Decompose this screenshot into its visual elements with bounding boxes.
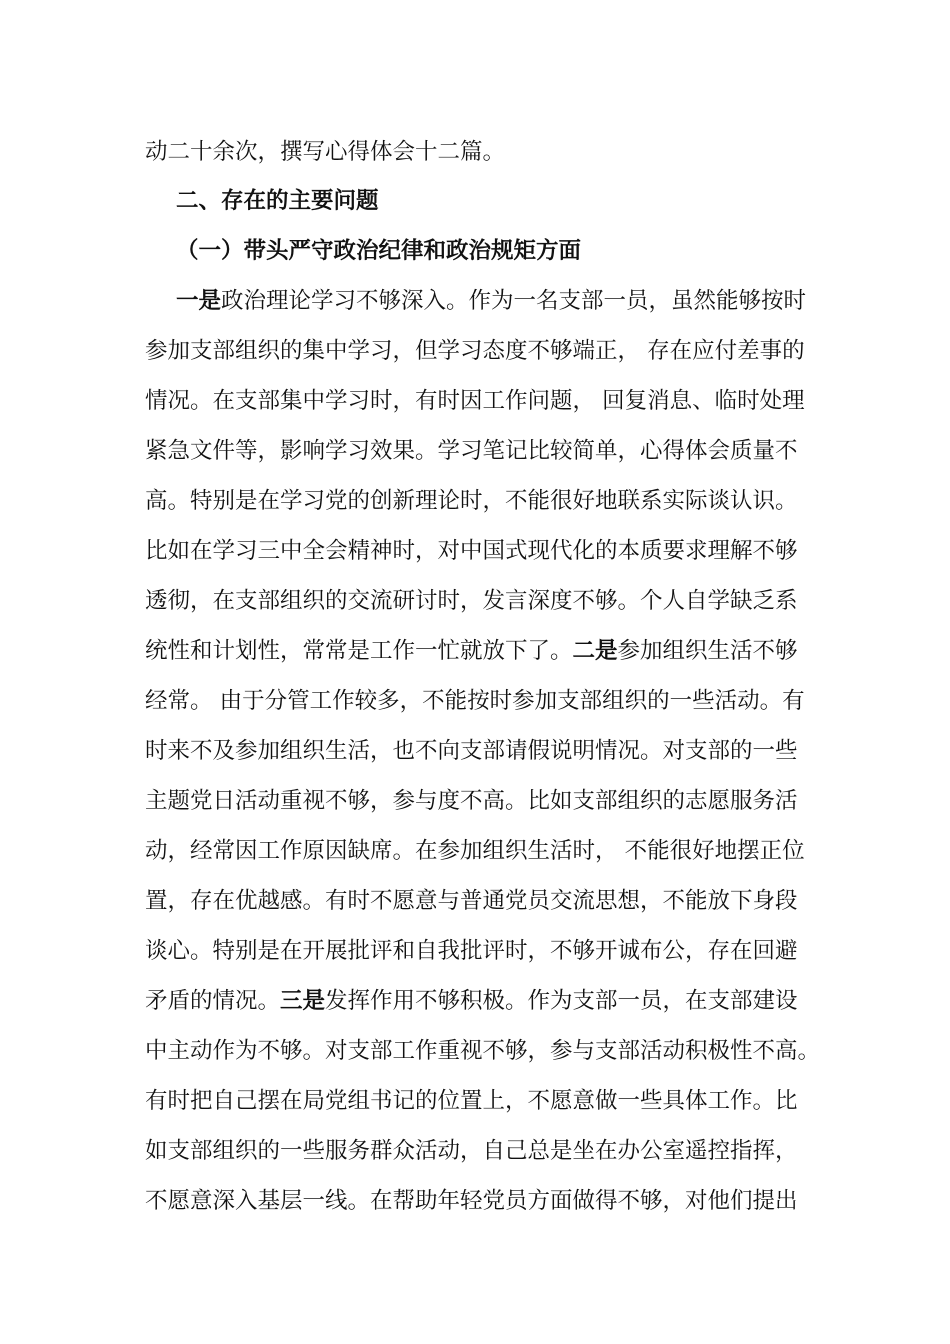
body-text-line: 中主动作为不够。对支部工作重视不够，参与支部活动积极性不高。 (145, 1038, 821, 1064)
emphasis-lead: 三是 (280, 988, 326, 1014)
body-text-line: 置，存在优越感。有时不愿意与普通党员交流思想，不能放下身段 (145, 888, 798, 914)
body-text-line: 时来不及参加组织生活，也不向支部请假说明情况。对支部的一些 (145, 738, 798, 764)
subsection-heading: （一）带头严守政治纪律和政治规矩方面 (176, 238, 582, 264)
body-text-line: 高。特别是在学习党的创新理论时，不能很好地联系实际谈认识。 (145, 488, 798, 514)
body-text-line: 经常。 由于分管工作较多，不能按时参加支部组织的一些活动。有 (145, 688, 805, 714)
body-text-line: 谈心。特别是在开展批评和自我批评时，不够开诚布公，存在回避 (145, 938, 798, 964)
body-text: 发挥作用不够积极。作为支部一员，在支部建设 (325, 988, 798, 1014)
body-text: 参加组织生活不够 (617, 638, 798, 664)
body-text-line: 透彻，在支部组织的交流研讨时，发言深度不够。个人自学缺乏系 (145, 588, 798, 614)
body-text-line: 紧急文件等，影响学习效果。学习笔记比较简单，心得体会质量不 (145, 438, 798, 464)
body-text-line: 如支部组织的一些服务群众活动，自己总是坐在办公室遥控指挥， (145, 1138, 798, 1164)
body-text-line: 主题党日活动重视不够，参与度不高。比如支部组织的志愿服务活 (145, 788, 798, 814)
body-text-line: 比如在学习三中全会精神时，对中国式现代化的本质要求理解不够 (145, 538, 798, 564)
body-text-line: 情况。在支部集中学习时，有时因工作问题， 回复消息、临时处理 (145, 388, 805, 414)
body-text-line: 动，经常因工作原因缺席。在参加组织生活时， 不能很好地摆正位 (145, 838, 805, 864)
body-text-line (145, 636, 798, 666)
body-text-line: 参加支部组织的集中学习，但学习态度不够端正， 存在应付差事的 (145, 338, 805, 364)
emphasis-lead: 一是 (176, 288, 222, 314)
body-text: 政治理论学习不够深入。作为一名支部一员，虽然能够按时 (221, 288, 807, 314)
body-text-line: 动二十余次，撰写心得体会十二篇。 (145, 139, 506, 165)
section-heading: 二、存在的主要问题 (176, 188, 379, 214)
body-text-line (145, 986, 798, 1016)
emphasis-lead: 二是 (572, 638, 618, 664)
body-text: 统性和计划性，常常是工作一忙就放下了。 (145, 638, 573, 664)
body-text-line: 不愿意深入基层一线。在帮助年轻党员方面做得不够，对他们提出 (145, 1188, 798, 1214)
body-text-line (176, 286, 806, 316)
body-text-line: 有时把自己摆在局党组书记的位置上，不愿意做一些具体工作。比 (145, 1088, 798, 1114)
body-text: 矛盾的情况。 (145, 988, 281, 1014)
